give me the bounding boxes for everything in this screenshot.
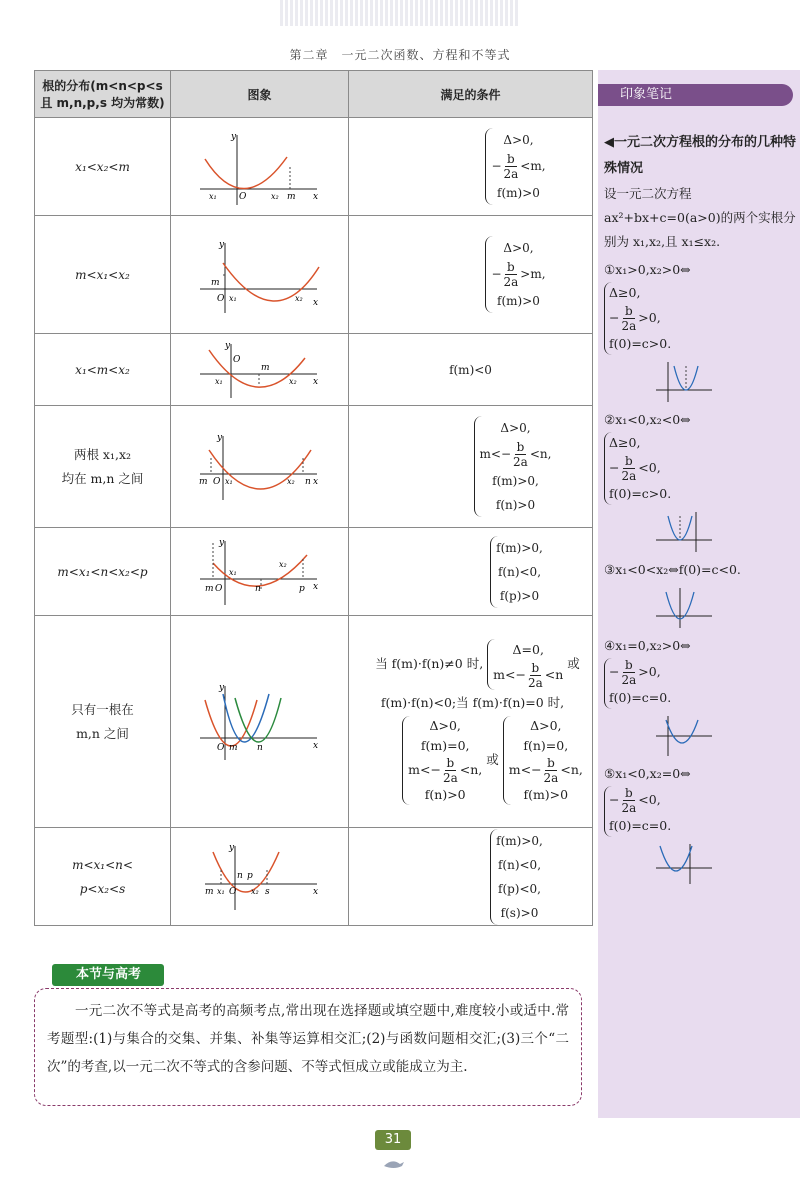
condition-cell [349, 334, 593, 406]
minus-sign: − [500, 447, 512, 461]
frac-num: b [446, 755, 455, 770]
parabola-graph [195, 432, 325, 502]
dist-line: p<x₂<s [79, 881, 126, 896]
condition-bracket [487, 639, 563, 690]
or-word: 或 [486, 751, 499, 767]
notes-tag: 印象笔记 [598, 84, 793, 106]
condition-line: f(m)=0, [420, 737, 470, 753]
col1-header-line1: 根的分布(m<n<p<s [42, 79, 163, 93]
svg-text:x₁: x₁ [214, 376, 223, 386]
svg-text:O: O [228, 886, 236, 897]
svg-text:y: y [218, 537, 224, 548]
fraction [619, 658, 638, 687]
condition-bracket [402, 716, 482, 805]
svg-text:x₂: x₂ [288, 376, 297, 386]
graph-cell [171, 828, 349, 926]
parabola-graph [195, 127, 325, 207]
dist-cell: x₁<x₂<m [35, 118, 171, 216]
frac-num: b [625, 786, 633, 800]
minus-sign: − [609, 664, 620, 679]
notes-intro: 设一元二次方程 ax²+bx+c=0(a>0)的两个实根分别为 x₁,x₂,且 x₁≤x₂. [604, 186, 796, 249]
mini-graph [604, 586, 796, 630]
svg-text:x₂: x₂ [278, 559, 287, 569]
dist-line: 两根 x₁,x₂ [73, 446, 132, 462]
condition-head: m< [493, 666, 516, 682]
mini-parabola [654, 360, 714, 404]
svg-text:m: m [210, 277, 220, 288]
svg-text:x: x [312, 191, 318, 202]
condition-line: Δ>0, [429, 717, 461, 733]
svg-text:x: x [312, 376, 318, 387]
gaokao-text: 一元二次不等式是高考的高频考点,常出现在选择题或填空题中,难度较小或适中.常考题型:(1)与集合的交集、并集、补集等运算相交汇;(2)与函数问题相交汇;(3)三个“二次”的考查,以一元二次不等式的含参问题、不等式恒成立或能成立为主. [47, 1003, 569, 1075]
bird-glyph [382, 1156, 406, 1172]
svg-text:O: O [238, 191, 246, 202]
dist-cell: m<x₁<n<x₂<p [35, 528, 171, 616]
svg-text:O: O [216, 293, 224, 304]
minus-sign: − [515, 666, 526, 682]
dist-line: 只有一根在 [71, 701, 134, 717]
table-row [35, 528, 593, 616]
svg-text:O: O [212, 476, 220, 487]
condition-cell [349, 528, 593, 616]
mini-parabola [654, 586, 714, 630]
table-row [35, 216, 593, 334]
condition-head: m< [408, 761, 431, 777]
svg-text:m: m [228, 742, 238, 753]
table-row [35, 828, 593, 926]
condition-line: f(n)=0, [523, 737, 569, 753]
col-header-graph: 图象 [171, 71, 349, 118]
svg-text:y: y [218, 682, 224, 693]
case-5 [604, 762, 796, 886]
minus-sign: − [430, 761, 441, 777]
condition-bracket [474, 416, 552, 517]
frac-den: 2a [621, 673, 637, 687]
case-4 [604, 634, 796, 758]
condition-line: f(s)>0 [500, 905, 539, 920]
frac-den: 2a [621, 319, 637, 333]
case-zero-line: f(m)·f(n)<0;当 f(m)·f(n)=0 时, [380, 694, 565, 710]
dist-cell: x₁<m<x₂ [35, 334, 171, 406]
col1-header-line2: 且 m,n,p,s 均为常数) [40, 96, 165, 110]
case-2 [604, 408, 796, 554]
condition-tail: <n, [459, 761, 483, 777]
or-word: 或 [567, 655, 580, 671]
condition-cell [349, 616, 593, 828]
dist-cell: m<x₁<x₂ [35, 216, 171, 334]
condition-bracket [604, 282, 671, 355]
condition-line: Δ≥0, [609, 285, 641, 300]
gaokao-box [34, 988, 582, 1106]
notes-header [598, 84, 800, 106]
condition-bracket [490, 829, 543, 925]
fraction [502, 260, 521, 289]
condition-tail: <n, [560, 761, 583, 777]
condition-tail: <n [544, 666, 564, 682]
svg-text:y: y [218, 239, 224, 250]
svg-text:n: n [304, 476, 311, 487]
fraction [542, 756, 561, 785]
frac-den: 2a [503, 275, 519, 289]
condition-head: m< [508, 761, 532, 777]
mini-parabola [654, 714, 714, 758]
parabola-graph [195, 537, 325, 607]
mini-graph [604, 714, 796, 758]
frac-num: b [625, 658, 633, 672]
condition-bracket [604, 786, 671, 837]
parabola-graph [195, 842, 325, 912]
svg-text:y: y [216, 432, 222, 443]
fraction [511, 440, 530, 469]
condition-line: f(n)<0, [497, 564, 542, 579]
fraction [441, 756, 460, 785]
condition-line: f(m)>0, [496, 540, 543, 555]
col-header-distribution [35, 71, 171, 118]
condition-line [493, 661, 563, 690]
parabola-graph [195, 340, 325, 400]
svg-text:x₁: x₁ [224, 476, 233, 486]
condition-tail: >0, [638, 310, 661, 325]
case-3 [604, 558, 796, 630]
svg-text:p: p [298, 583, 305, 594]
svg-text:x₂: x₂ [286, 476, 295, 486]
condition-line: f(m)>0 [523, 786, 569, 802]
frac-num: b [516, 440, 525, 454]
condition-line: Δ=0, [512, 641, 544, 657]
condition-cell [349, 118, 593, 216]
condition-line [609, 658, 671, 687]
case-4-label: ④x₁=0,x₂>0⇔ [604, 638, 691, 653]
svg-text:m: m [204, 583, 214, 594]
mini-graph [604, 360, 796, 404]
table-row [35, 334, 593, 406]
condition-line: Δ≥0, [609, 435, 641, 450]
header-pattern [280, 0, 520, 26]
frac-den: 2a [543, 770, 559, 785]
frac-num: b [625, 304, 633, 318]
frac-den: 2a [621, 469, 637, 483]
condition-line: Δ>0, [503, 241, 534, 255]
zero-case-brackets [349, 716, 592, 805]
condition-bracket [485, 236, 545, 313]
condition-bracket [485, 128, 545, 205]
case-5-label: ⑤x₁<0,x₂=0⇔ [604, 766, 691, 781]
condition-cell [349, 216, 593, 334]
minus-sign: − [609, 792, 620, 807]
svg-text:x: x [312, 581, 318, 592]
frac-den: 2a [527, 675, 543, 690]
graph-cell [171, 334, 349, 406]
frac-den: 2a [621, 801, 637, 815]
condition-line: f(n)>0 [495, 498, 536, 512]
svg-text:O: O [232, 354, 240, 365]
root-distribution-table [34, 70, 593, 926]
condition-line [480, 440, 552, 469]
case-label: 当 f(m)·f(n)≠0 时, [375, 655, 484, 671]
svg-text:x₂: x₂ [250, 886, 259, 896]
minus-sign: − [531, 761, 542, 777]
table-row [35, 616, 593, 828]
svg-text:y: y [224, 340, 230, 351]
svg-text:x₁: x₁ [228, 567, 237, 577]
parabola-graph [195, 682, 325, 762]
svg-text:x₂: x₂ [294, 293, 303, 303]
condition-line [509, 756, 583, 785]
dist-cell [35, 828, 171, 926]
fraction [619, 454, 638, 483]
chapter-header: 第二章 一元二次函数、方程和不等式 [289, 48, 511, 62]
condition-bracket [490, 536, 543, 608]
notes-content [604, 130, 796, 890]
fraction [526, 661, 545, 690]
frac-num: b [531, 660, 540, 675]
svg-text:p: p [246, 870, 253, 881]
condition-line: Δ>0, [500, 421, 531, 435]
condition-line: f(n)>0 [424, 786, 466, 802]
frac-num: b [507, 152, 515, 166]
svg-text:x: x [312, 740, 318, 751]
condition-line: Δ>0, [503, 133, 534, 147]
condition-tail: <m, [520, 159, 546, 173]
condition-line: f(0)=c=0. [609, 690, 672, 705]
condition-line: f(n)<0, [497, 857, 542, 872]
condition-line [609, 786, 671, 815]
svg-text:O: O [214, 583, 222, 594]
condition-cell [349, 828, 593, 926]
frac-num: b [507, 260, 515, 274]
svg-text:n: n [254, 583, 261, 594]
dist-cell [35, 406, 171, 528]
condition-line: f(m)>0, [492, 474, 539, 488]
frac-num: b [547, 755, 555, 770]
dist-line: m<x₁<n< [72, 857, 133, 872]
graph-cell [171, 118, 349, 216]
dist-line: 均在 m,n 之间 [61, 470, 144, 486]
svg-text:x: x [312, 476, 318, 487]
condition-line [609, 304, 671, 333]
condition-tail: >m, [520, 267, 546, 281]
condition-line [609, 454, 671, 483]
condition-cell [349, 406, 593, 528]
svg-text:y: y [228, 842, 234, 853]
graph-cell [171, 216, 349, 334]
condition-line: f(m)>0 [497, 294, 540, 308]
page-number: 31 [375, 1130, 411, 1150]
condition-line [491, 260, 545, 289]
fraction [619, 786, 638, 815]
case-3-label: ③x₁<0<x₂⇔f(0)=c<0. [604, 562, 741, 577]
condition-line: f(m)>0 [497, 186, 540, 200]
condition-line: f(0)=c>0. [609, 486, 672, 501]
svg-text:x: x [312, 297, 318, 308]
condition-tail: <0, [638, 460, 661, 475]
case-1 [604, 258, 796, 404]
condition-bracket [604, 658, 671, 709]
case-2-label: ②x₁<0,x₂<0⇔ [604, 412, 691, 427]
svg-text:x: x [312, 886, 318, 897]
graph-cell [171, 528, 349, 616]
condition-tail: >0, [638, 664, 661, 679]
minus-sign: − [491, 159, 502, 173]
svg-text:m: m [260, 362, 270, 373]
condition-line: f(0)=c>0. [609, 336, 672, 351]
mini-graph [604, 842, 796, 886]
notes-sidebar [598, 70, 800, 1118]
svg-text:O: O [216, 742, 224, 753]
table-row [35, 406, 593, 528]
condition-head: m< [479, 447, 501, 461]
svg-text:x₁: x₁ [228, 293, 237, 303]
condition-bracket [604, 432, 671, 505]
dist-line: m,n 之间 [76, 725, 129, 741]
frac-den: 2a [442, 770, 458, 785]
parabola-graph [195, 235, 325, 315]
condition-line: f(p)>0 [499, 588, 540, 603]
svg-text:y: y [230, 131, 236, 142]
frac-num: b [625, 454, 633, 468]
minus-sign: − [609, 310, 620, 325]
minus-sign: − [609, 460, 620, 475]
svg-text:n: n [256, 742, 263, 753]
mini-graph [604, 510, 796, 554]
frac-den: 2a [513, 455, 528, 469]
mini-parabola [654, 510, 714, 554]
case-1-label: ①x₁>0,x₂>0⇔ [604, 262, 691, 277]
table-row [35, 118, 593, 216]
case-nonzero-line [349, 639, 592, 690]
condition-line: Δ>0, [530, 717, 562, 733]
col-header-conditions: 满足的条件 [349, 71, 593, 118]
condition-line: f(m)<0 [449, 362, 492, 377]
condition-line: f(0)=c=0. [609, 818, 672, 833]
svg-text:s: s [264, 886, 270, 897]
condition-line [408, 756, 482, 785]
fraction [502, 152, 521, 181]
condition-line [491, 152, 545, 181]
svg-text:m: m [198, 476, 208, 487]
notes-title: ◀一元二次方程根的分布的几种特殊情况 [604, 135, 796, 176]
condition-tail: <0, [638, 792, 661, 807]
mini-parabola [654, 842, 714, 886]
svg-text:m: m [204, 886, 214, 897]
svg-text:x₁: x₁ [216, 886, 225, 896]
dist-cell [35, 616, 171, 828]
condition-tail: <n, [529, 447, 552, 461]
frac-den: 2a [503, 167, 519, 181]
fraction [619, 304, 638, 333]
graph-cell [171, 406, 349, 528]
gaokao-tag: 本节与高考 [52, 964, 164, 986]
svg-text:x₂: x₂ [270, 191, 279, 201]
minus-sign: − [491, 267, 502, 281]
bird-icon [382, 1156, 406, 1176]
svg-text:x₁: x₁ [208, 191, 217, 201]
graph-cell [171, 616, 349, 828]
svg-text:m: m [286, 191, 296, 202]
condition-bracket [503, 716, 583, 805]
condition-line: f(p)<0, [498, 881, 541, 896]
condition-line: f(m)>0, [496, 833, 543, 848]
svg-text:n: n [236, 870, 243, 881]
